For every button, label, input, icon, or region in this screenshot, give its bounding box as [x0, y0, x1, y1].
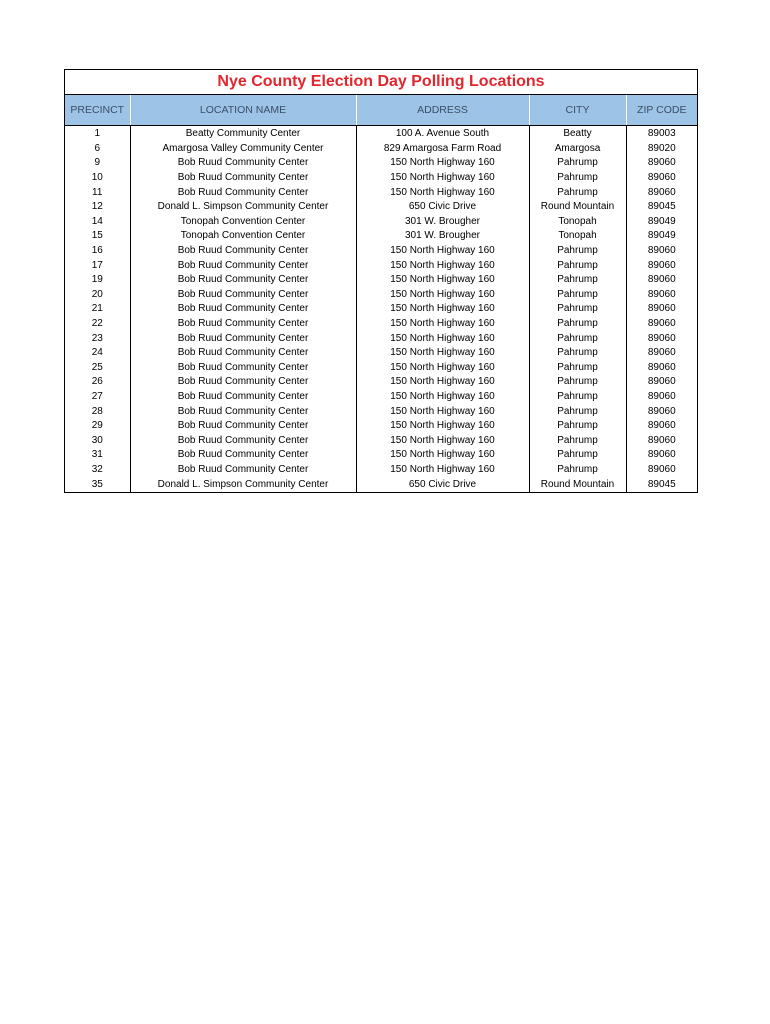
precinct-cell: 26 — [65, 375, 130, 390]
zip-code-cell: 89060 — [647, 434, 676, 446]
zip-code-cell: 89060 — [647, 259, 676, 271]
table-row — [65, 317, 697, 332]
city-cell: Pahrump — [529, 404, 626, 419]
city-cell: Pahrump — [529, 361, 626, 376]
precinct-cell: 27 — [65, 390, 130, 405]
location-name-cell: Amargosa Valley Community Center — [130, 142, 356, 157]
address-cell: 150 North Highway 160 — [356, 375, 529, 390]
address-cell: 150 North Highway 160 — [356, 302, 529, 317]
table-row — [65, 448, 697, 463]
zip-code-cell: 89060 — [647, 449, 676, 461]
table-row — [65, 433, 697, 448]
precinct-cell: 1 — [65, 126, 130, 142]
precinct-cell: 22 — [65, 317, 130, 332]
zip-code-cell: 89060 — [647, 463, 676, 475]
table-header — [65, 95, 697, 126]
location-name-cell: Bob Ruud Community Center — [130, 448, 356, 463]
column-header-address: ADDRESS — [356, 95, 529, 126]
zip-code-cell: 89060 — [647, 361, 676, 373]
table-row — [65, 244, 697, 259]
table-row — [65, 288, 697, 303]
address-cell: 301 W. Brougher — [356, 229, 529, 244]
location-name-cell: Bob Ruud Community Center — [130, 361, 356, 376]
city-cell: Pahrump — [529, 448, 626, 463]
column-header-precinct: PRECINCT — [65, 95, 130, 126]
precinct-cell: 24 — [65, 346, 130, 361]
location-name-cell: Bob Ruud Community Center — [130, 171, 356, 186]
address-cell: 650 Civic Drive — [356, 477, 529, 492]
address-cell: 150 North Highway 160 — [356, 361, 529, 376]
zip-code-cell: 89049 — [647, 230, 676, 242]
column-header-location-name: LOCATION NAME — [130, 95, 356, 126]
city-cell: Round Mountain — [529, 200, 626, 215]
city-cell: Amargosa — [529, 142, 626, 157]
address-cell: 150 North Highway 160 — [356, 185, 529, 200]
table-row — [65, 404, 697, 419]
city-cell: Pahrump — [529, 244, 626, 259]
zip-code-cell: 89045 — [647, 478, 676, 490]
address-cell: 150 North Highway 160 — [356, 258, 529, 273]
table-row — [65, 273, 697, 288]
address-cell: 150 North Highway 160 — [356, 288, 529, 303]
table-row — [65, 126, 697, 142]
polling-locations-sheet — [64, 69, 698, 493]
location-name-cell: Bob Ruud Community Center — [130, 419, 356, 434]
table-body — [65, 126, 697, 492]
zip-code-cell: 89060 — [647, 405, 676, 417]
location-name-cell: Bob Ruud Community Center — [130, 244, 356, 259]
precinct-cell: 29 — [65, 419, 130, 434]
table-row — [65, 200, 697, 215]
city-cell: Pahrump — [529, 390, 626, 405]
location-name-cell: Bob Ruud Community Center — [130, 185, 356, 200]
city-cell: Pahrump — [529, 288, 626, 303]
zip-code-cell: 89060 — [647, 157, 676, 169]
address-cell: 150 North Highway 160 — [356, 331, 529, 346]
precinct-cell: 11 — [65, 185, 130, 200]
location-name-cell: Bob Ruud Community Center — [130, 273, 356, 288]
location-name-cell: Donald L. Simpson Community Center — [130, 477, 356, 492]
address-cell: 650 Civic Drive — [356, 200, 529, 215]
location-name-cell: Beatty Community Center — [130, 126, 356, 142]
table-row — [65, 171, 697, 186]
table-row — [65, 302, 697, 317]
city-cell: Pahrump — [529, 317, 626, 332]
precinct-cell: 10 — [65, 171, 130, 186]
precinct-cell: 30 — [65, 433, 130, 448]
precinct-cell: 14 — [65, 215, 130, 230]
table-row — [65, 419, 697, 434]
zip-code-cell: 89003 — [647, 128, 676, 140]
table-row — [65, 185, 697, 200]
zip-code-cell: 89060 — [647, 172, 676, 184]
city-cell: Tonopah — [529, 215, 626, 230]
precinct-cell: 21 — [65, 302, 130, 317]
city-cell: Pahrump — [529, 258, 626, 273]
precinct-cell: 6 — [65, 142, 130, 157]
precinct-cell: 12 — [65, 200, 130, 215]
city-cell: Pahrump — [529, 156, 626, 171]
table-row — [65, 477, 697, 492]
city-cell: Pahrump — [529, 171, 626, 186]
location-name-cell: Bob Ruud Community Center — [130, 463, 356, 478]
zip-code-cell: 89060 — [647, 303, 676, 315]
precinct-cell: 28 — [65, 404, 130, 419]
location-name-cell: Tonopah Convention Center — [130, 229, 356, 244]
column-header-zip-code: ZIP CODE — [626, 95, 697, 126]
location-name-cell: Bob Ruud Community Center — [130, 404, 356, 419]
zip-code-cell: 89060 — [647, 347, 676, 359]
location-name-cell: Bob Ruud Community Center — [130, 433, 356, 448]
zip-code-cell: 89060 — [647, 376, 676, 388]
address-cell: 150 North Highway 160 — [356, 317, 529, 332]
zip-code-cell: 89060 — [647, 390, 676, 402]
zip-code-cell: 89060 — [647, 288, 676, 300]
location-name-cell: Donald L. Simpson Community Center — [130, 200, 356, 215]
address-cell: 150 North Highway 160 — [356, 463, 529, 478]
precinct-cell: 19 — [65, 273, 130, 288]
location-name-cell: Bob Ruud Community Center — [130, 156, 356, 171]
address-cell: 150 North Highway 160 — [356, 404, 529, 419]
location-name-cell: Bob Ruud Community Center — [130, 331, 356, 346]
table-row — [65, 361, 697, 376]
document-title: Nye County Election Day Polling Locations — [65, 70, 697, 95]
city-cell: Pahrump — [529, 375, 626, 390]
location-name-cell: Bob Ruud Community Center — [130, 258, 356, 273]
zip-code-cell: 89020 — [647, 142, 676, 154]
city-cell: Pahrump — [529, 331, 626, 346]
address-cell: 150 North Highway 160 — [356, 390, 529, 405]
address-cell: 150 North Highway 160 — [356, 448, 529, 463]
precinct-cell: 16 — [65, 244, 130, 259]
address-cell: 150 North Highway 160 — [356, 273, 529, 288]
address-cell: 150 North Highway 160 — [356, 156, 529, 171]
address-cell: 150 North Highway 160 — [356, 171, 529, 186]
precinct-cell: 15 — [65, 229, 130, 244]
precinct-cell: 17 — [65, 258, 130, 273]
zip-code-cell: 89060 — [647, 332, 676, 344]
location-name-cell: Bob Ruud Community Center — [130, 288, 356, 303]
precinct-cell: 20 — [65, 288, 130, 303]
zip-code-cell: 89045 — [647, 201, 676, 213]
city-cell: Pahrump — [529, 419, 626, 434]
header-row — [65, 95, 697, 126]
table-row — [65, 375, 697, 390]
location-name-cell: Bob Ruud Community Center — [130, 390, 356, 405]
address-cell: 301 W. Brougher — [356, 215, 529, 230]
zip-code-cell: 89049 — [647, 215, 676, 227]
address-cell: 150 North Highway 160 — [356, 244, 529, 259]
column-header-city: CITY — [529, 95, 626, 126]
location-name-cell: Bob Ruud Community Center — [130, 375, 356, 390]
zip-code-cell: 89060 — [647, 318, 676, 330]
zip-code-cell: 89060 — [647, 274, 676, 286]
table-row — [65, 390, 697, 405]
city-cell: Pahrump — [529, 273, 626, 288]
city-cell: Pahrump — [529, 433, 626, 448]
table-row — [65, 142, 697, 157]
address-cell: 829 Amargosa Farm Road — [356, 142, 529, 157]
location-name-cell: Bob Ruud Community Center — [130, 317, 356, 332]
zip-code-cell: 89060 — [647, 186, 676, 198]
address-cell: 100 A. Avenue South — [356, 126, 529, 142]
table-row — [65, 331, 697, 346]
precinct-cell: 23 — [65, 331, 130, 346]
location-name-cell: Bob Ruud Community Center — [130, 302, 356, 317]
polling-locations-table — [65, 95, 697, 492]
zip-code-cell: 89060 — [647, 420, 676, 432]
city-cell: Round Mountain — [529, 477, 626, 492]
precinct-cell: 9 — [65, 156, 130, 171]
zip-code-cell: 89060 — [647, 245, 676, 257]
table-row — [65, 463, 697, 478]
city-cell: Pahrump — [529, 302, 626, 317]
location-name-cell: Bob Ruud Community Center — [130, 346, 356, 361]
table-row — [65, 215, 697, 230]
city-cell: Pahrump — [529, 463, 626, 478]
table-row — [65, 346, 697, 361]
precinct-cell: 32 — [65, 463, 130, 478]
city-cell: Pahrump — [529, 185, 626, 200]
address-cell: 150 North Highway 160 — [356, 346, 529, 361]
location-name-cell: Tonopah Convention Center — [130, 215, 356, 230]
precinct-cell: 35 — [65, 477, 130, 492]
city-cell: Beatty — [529, 126, 626, 142]
table-row — [65, 258, 697, 273]
precinct-cell: 31 — [65, 448, 130, 463]
precinct-cell: 25 — [65, 361, 130, 376]
address-cell: 150 North Highway 160 — [356, 433, 529, 448]
address-cell: 150 North Highway 160 — [356, 419, 529, 434]
city-cell: Pahrump — [529, 346, 626, 361]
table-row — [65, 229, 697, 244]
table-row — [65, 156, 697, 171]
city-cell: Tonopah — [529, 229, 626, 244]
